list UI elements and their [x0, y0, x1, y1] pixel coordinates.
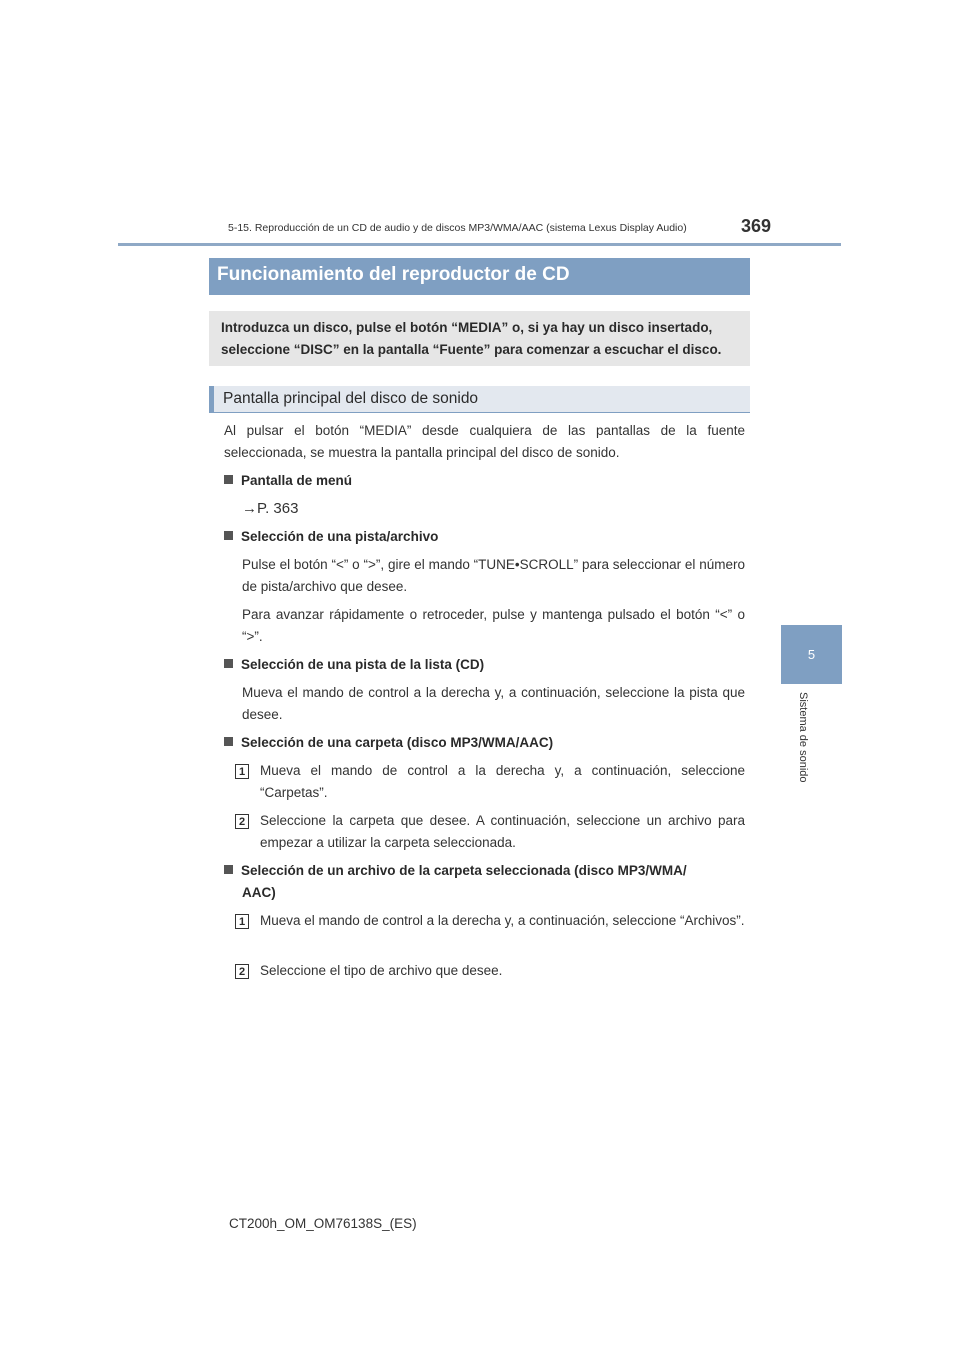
heading-folder [224, 732, 553, 754]
list-paragraph: Mueva el mando de control a la derecha y, a continuación, seleccione la pista que desee. [242, 685, 745, 722]
square-bullet-icon [224, 531, 233, 540]
chapter-tab [781, 625, 842, 684]
square-bullet-icon [224, 659, 233, 668]
chapter-header: 5-15. Reproducción de un CD de audio y de discos MP3/WMA/AAC (sistema Lexus Display Audio) [228, 222, 687, 234]
section-intro-line2: seleccione “DISC” en la pantalla “Fuente” para comenzar a escuchar el disco. [221, 342, 722, 357]
heading-track [224, 526, 438, 548]
step-number-badge: 1 [235, 764, 249, 779]
track-paragraph-2: Para avanzar rápidamente o retroceder, pulse y mantenga pulsado el botón “<” o “>”. [242, 607, 745, 644]
section-title: Funcionamiento del reproductor de CD [209, 258, 750, 295]
subsection-title: Pantalla principal del disco de sonido [209, 386, 750, 413]
square-bullet-icon [224, 475, 233, 484]
heading-folder-text: Selección de una carpeta (disco MP3/WMA/AAC) [241, 735, 554, 750]
section-intro-box [209, 311, 750, 366]
heading-file-text-1: Selección de un archivo de la carpeta seleccionada (disco MP3/WMA/ [241, 863, 687, 878]
file-step-1: Mueva el mando de control a la derecha y, a continuación, seleccione “Archivos”. [260, 913, 745, 928]
square-bullet-icon [224, 865, 233, 874]
step-number-badge: 2 [235, 814, 249, 829]
header-divider [118, 243, 841, 246]
chapter-tab-label: Sistema de sonido [797, 692, 809, 783]
heading-menu-text: Pantalla de menú [241, 473, 353, 488]
subsection-intro: Al pulsar el botón “MEDIA” desde cualquiera de las pantallas de la fuente seleccionada, se muestra la pantalla principal del disco de sonido. [224, 423, 745, 460]
step-number-badge: 1 [235, 914, 249, 929]
document-code: CT200h_OM_OM76138S_(ES) [229, 1216, 417, 1231]
heading-menu [224, 470, 352, 492]
heading-list-text: Selección de una pista de la lista (CD) [241, 657, 485, 672]
file-step-2: Seleccione el tipo de archivo que desee. [260, 963, 503, 978]
square-bullet-icon [224, 737, 233, 746]
chapter-tab-number: 5 [807, 647, 816, 662]
heading-track-text: Selección de una pista/archivo [241, 529, 439, 544]
heading-file-text-2: AAC) [242, 885, 276, 900]
folder-step-1: Mueva el mando de control a la derecha y, a continuación, seleccione “Carpetas”. [260, 763, 745, 800]
heading-file-line1 [224, 860, 745, 882]
heading-list [224, 654, 484, 676]
track-paragraph-1: Pulse el botón “<” o “>”, gire el mando “TUNE•SCROLL” para seleccionar el número de pista/archivo que desee. [242, 557, 745, 594]
page-reference-link[interactable]: →P. 363 [242, 500, 299, 517]
page-number: 369 [741, 216, 772, 236]
section-intro-line1: Introduzca un disco, pulse el botón “MEDIA” o, si ya hay un disco insertado, [221, 320, 713, 335]
heading-file [224, 860, 745, 904]
step-number-badge: 2 [235, 964, 249, 979]
folder-step-2: Seleccione la carpeta que desee. A continuación, seleccione un archivo para empezar a utilizar la carpeta seleccionada. [260, 813, 745, 850]
